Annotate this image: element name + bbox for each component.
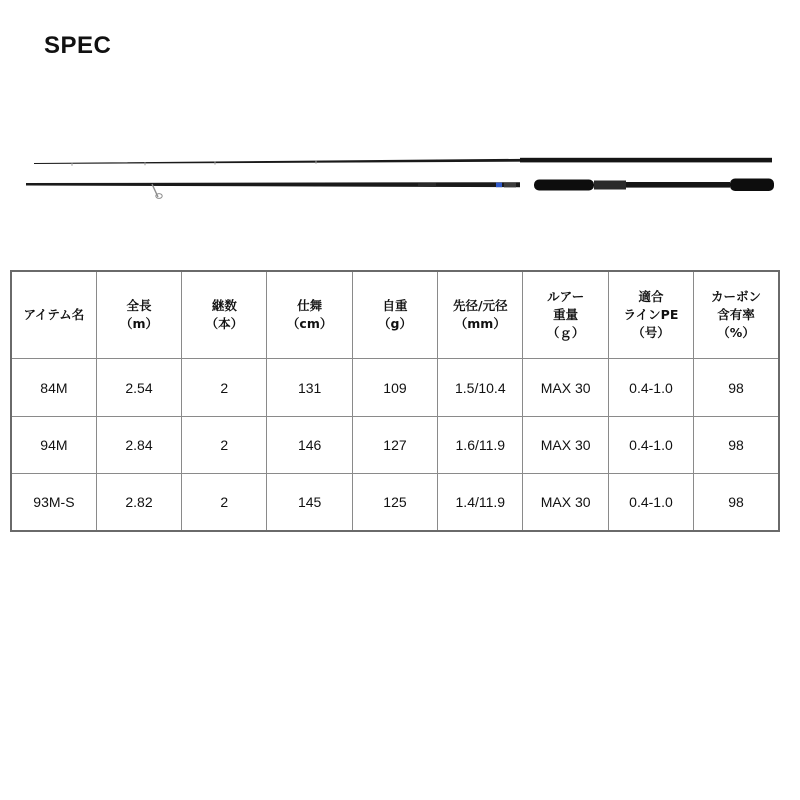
- cell-tip-butt-diameter: 1.4/11.9: [438, 474, 523, 532]
- cell-closed-length: 146: [267, 417, 352, 474]
- cell-lure-weight: MAX 30: [523, 474, 608, 532]
- cell-weight: 125: [352, 474, 437, 532]
- cell-tip-butt-diameter: 1.6/11.9: [438, 417, 523, 474]
- table-row: [11, 417, 779, 474]
- cell-closed-length: 145: [267, 474, 352, 532]
- cell-closed-length: 131: [267, 359, 352, 417]
- cell-carbon-content: 98: [694, 417, 779, 474]
- cell-line-pe: 0.4-1.0: [608, 474, 693, 532]
- header-carbon-content: カーボン 含有率 （%）: [694, 271, 779, 359]
- cell-lure-weight: MAX 30: [523, 417, 608, 474]
- cell-weight: 127: [352, 417, 437, 474]
- cell-tip-butt-diameter: 1.5/10.4: [438, 359, 523, 417]
- cell-carbon-content: 98: [694, 359, 779, 417]
- rod-butt-section: [26, 179, 774, 199]
- cell-item-name: 94M: [11, 417, 96, 474]
- table-row: [11, 359, 779, 417]
- cell-weight: 109: [352, 359, 437, 417]
- header-lure-weight: ルアー 重量 （ｇ）: [523, 271, 608, 359]
- spec-table: [10, 270, 780, 532]
- page-title: SPEC: [44, 32, 112, 59]
- cell-item-name: 84M: [11, 359, 96, 417]
- cell-total-length: 2.84: [96, 417, 181, 474]
- fishing-rod-icon: [0, 140, 800, 220]
- rod-tip-section: [34, 158, 772, 166]
- table-header-row: [11, 271, 779, 359]
- header-sections: 継数 （本）: [182, 271, 267, 359]
- header-tip-butt-diameter: 先径/元径 （mm）: [438, 271, 523, 359]
- cell-lure-weight: MAX 30: [523, 359, 608, 417]
- cell-total-length: 2.54: [96, 359, 181, 417]
- cell-total-length: 2.82: [96, 474, 181, 532]
- header-total-length: 全長 （m）: [96, 271, 181, 359]
- cell-line-pe: 0.4-1.0: [608, 359, 693, 417]
- header-closed-length: 仕舞 （cm）: [267, 271, 352, 359]
- cell-sections: 2: [182, 417, 267, 474]
- cell-item-name: 93M-S: [11, 474, 96, 532]
- header-item-name: アイテム名: [11, 271, 96, 359]
- table-row: [11, 474, 779, 532]
- header-line-pe: 適合 ラインPE （号）: [608, 271, 693, 359]
- cell-sections: 2: [182, 474, 267, 532]
- cell-carbon-content: 98: [694, 474, 779, 532]
- cell-line-pe: 0.4-1.0: [608, 417, 693, 474]
- cell-sections: 2: [182, 359, 267, 417]
- header-weight: 自重 （g）: [352, 271, 437, 359]
